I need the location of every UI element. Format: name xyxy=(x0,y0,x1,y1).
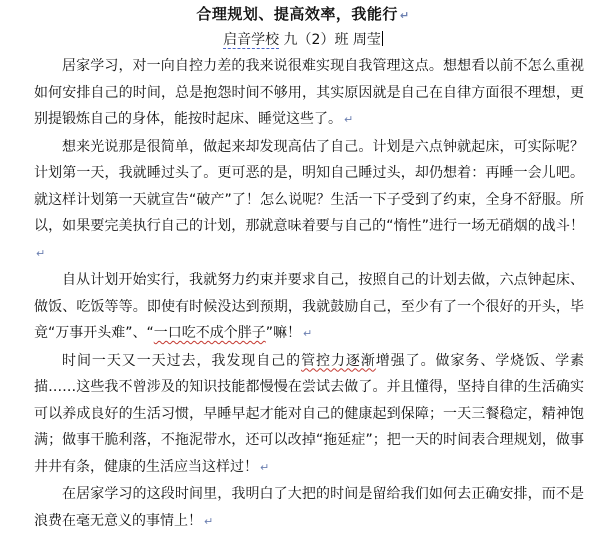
paragraph-mark-icon: ↵ xyxy=(204,514,214,528)
paragraph-3-text-start: 自从计划开始实行，我就努力约束并要求自己，按照自己的计划去做，六点钟起床、做饭、吃饭等等。即使有时候没达到预期，我就鼓励自己，至少有了一个很好的开头，毕竟“万事开头难”、“ xyxy=(34,272,584,341)
author-byline xyxy=(0,29,606,51)
paragraph-2-text: 想来光说那是很简单，做起来却发现高估了自己。计划是六点钟就起床，可实际呢？计划第一天，我就睡过头了。更可恶的是，明知自己睡过头，却仍想着：再睡一会儿吧。就这样计划第一天就宣告“破产”了！怎么说呢？生活一下子受到了约束，全身不舒服。所以，如果要完美执行自己的计划，那就意味着要与自己的“惰性”进行一场无硝烟的战斗！ xyxy=(34,138,584,234)
paragraph-4-text-end: 增强了。做家务、学烧饭、学素描……这些我不曾涉及的知识技能都慢慢在尝试去做了。并且懂得，坚持自律的生活确实可以养成良好的生活习惯，早睡早起才能对自己的健康起到保障；一天三餐稳定，精神饱满；做事干脆利落，不拖泥带水，还可以改掉“拖延症”；把一天的时间表合理规划，做事井井有条，健康的生活应当这样过！ xyxy=(34,352,585,475)
paragraph-1 xyxy=(34,53,584,134)
paragraph-mark-icon: ↵ xyxy=(344,113,354,126)
essay-title xyxy=(0,3,606,27)
text-cursor[interactable] xyxy=(382,31,383,46)
essay-body[interactable] xyxy=(34,53,584,535)
paragraph-1-text: 居家学习，对一向自控力差的我来说很难实现自我管理这点。想想看以前不怎么重视如何安排自己的时间，总是抱怨时间不够用，其实原因就是自己在自律方面很不理想，更别提锻炼自己的身体，能按时起床、睡觉这些了。 xyxy=(34,58,584,127)
author-name: 周莹 xyxy=(352,32,381,48)
school-name: 启音学校 xyxy=(223,32,280,48)
class-name: 九（2）班 xyxy=(283,32,349,48)
paragraph-mark-icon: ↵ xyxy=(36,246,46,260)
essay-title-text: 合理规划、提高效率，我能行 xyxy=(196,5,398,23)
paragraph-5-text: 在居家学习的这段时间里，我明白了大把的时间是留给我们如何去正确安排，而不是浪费在毫无意义的事情上！ xyxy=(34,486,584,529)
paragraph-mark-icon: ↵ xyxy=(303,327,313,340)
paragraph-4-text-start: 时间一天又一天过去，我发现自己的 xyxy=(62,352,302,369)
paragraph-4 xyxy=(34,348,584,482)
paragraph-5 xyxy=(34,481,584,535)
paragraph-mark-icon: ↵ xyxy=(260,460,270,474)
spellcheck-flagged-phrase[interactable]: 一口吃不成个胖子 xyxy=(153,325,266,341)
paragraph-mark-icon: ↵ xyxy=(399,9,410,22)
paragraph-3-text-end: ”嘛！ xyxy=(265,325,302,341)
paragraph-3 xyxy=(34,267,584,348)
paragraph-2 xyxy=(34,134,584,268)
spellcheck-flagged-phrase[interactable]: 管控力逐渐 xyxy=(301,352,376,369)
